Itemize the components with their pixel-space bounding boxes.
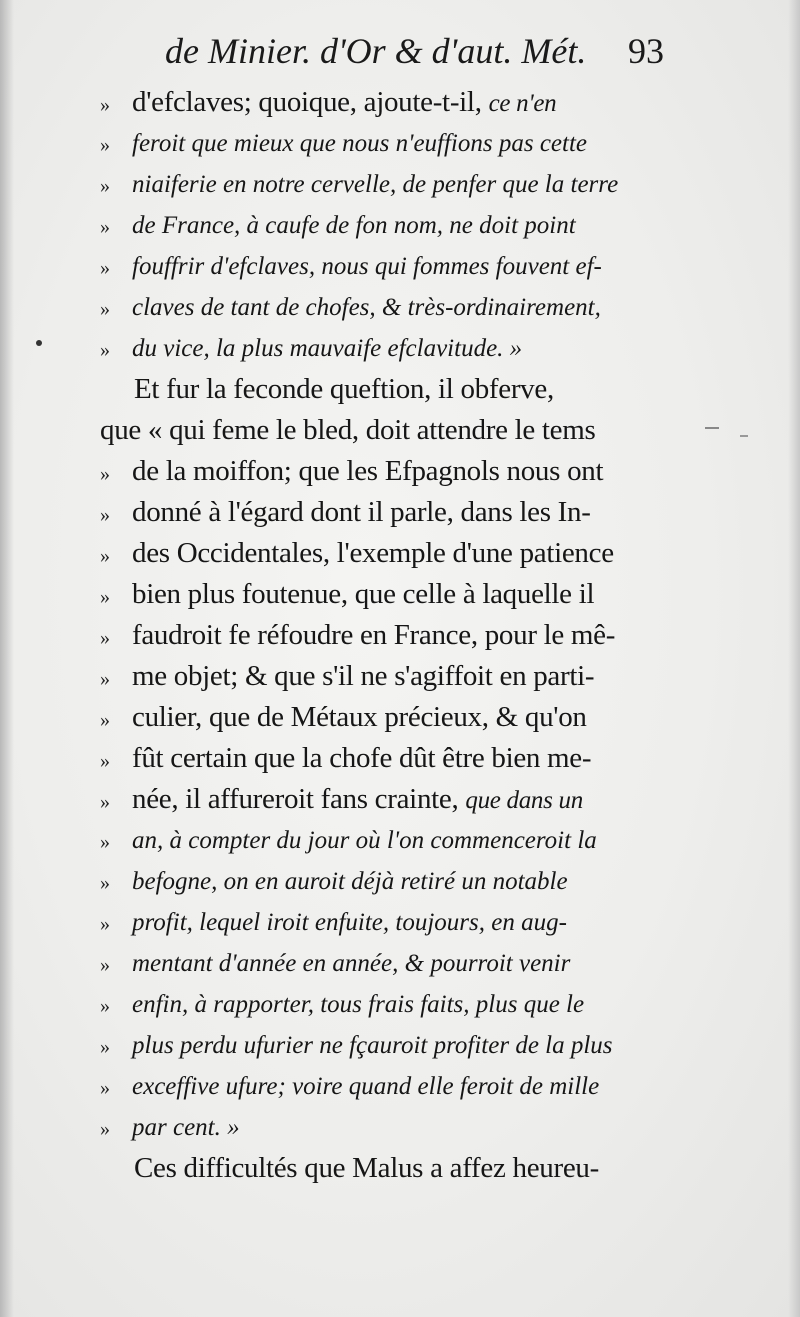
quote-mark: » <box>100 298 110 320</box>
line-text: exceffive ufure; voire quand elle feroit de mille <box>132 1073 600 1100</box>
line-text: feroit que mieux que nous n'euffions pas cette <box>132 130 588 157</box>
line-text: claves de tant de chofes, & très-ordinairement, <box>132 294 601 321</box>
line-text: me objet; & que s'il ne s'agiffoit en parti- <box>132 660 595 692</box>
line-text: faudroit fe réfoudre en France, pour le mê- <box>132 619 616 651</box>
text-line <box>100 943 700 984</box>
text-line <box>100 861 700 902</box>
line-text-italic: que dans un <box>465 787 583 814</box>
quote-mark: » <box>100 668 110 690</box>
text-line <box>100 1025 700 1066</box>
quote-mark: » <box>100 913 110 935</box>
text-line <box>100 615 700 656</box>
text-line <box>100 738 700 779</box>
line-text: Et fur la feconde queftion, il obferve, <box>134 373 554 405</box>
line-text: fouffrir d'efclaves, nous qui fommes fouvent ef- <box>132 253 602 280</box>
quote-mark: » <box>100 175 110 197</box>
quote-mark: » <box>100 134 110 156</box>
quote-mark: » <box>100 463 110 485</box>
line-text: befogne, on en auroit déjà retiré un notable <box>132 868 568 895</box>
line-text-italic: ce n'en <box>488 90 557 117</box>
line-text: mentant d'année en année, & pourroit venir <box>132 950 571 977</box>
line-text: de la moiffon; que les Efpagnols nous ont <box>132 455 604 487</box>
text-line <box>100 1107 700 1148</box>
quote-mark: » <box>100 216 110 238</box>
quote-mark: » <box>100 995 110 1017</box>
line-text: fût certain que la chofe dût être bien me- <box>132 742 592 774</box>
margin-tick-mark <box>705 427 719 429</box>
quote-mark: » <box>100 709 110 731</box>
quote-mark: » <box>100 954 110 976</box>
line-text: des Occidentales, l'exemple d'une patience <box>132 537 614 569</box>
line-text: que « qui feme le bled, doit attendre le tems <box>100 414 596 446</box>
line-text: par cent. » <box>132 1114 240 1141</box>
text-line <box>100 1148 700 1189</box>
line-text: culier, que de Métaux précieux, & qu'on <box>132 701 587 733</box>
line-text: donné à l'égard dont il parle, dans les In- <box>132 496 591 528</box>
line-text: née, il affureroit fans crainte, <box>132 783 466 815</box>
text-line <box>100 123 700 164</box>
quote-mark: » <box>100 1036 110 1058</box>
quote-mark: » <box>100 1118 110 1140</box>
quote-mark: » <box>100 586 110 608</box>
line-text: profit, lequel iroit enfuite, toujours, en aug- <box>132 909 567 936</box>
text-line <box>100 656 700 697</box>
text-line <box>100 82 700 123</box>
quote-mark: » <box>100 750 110 772</box>
line-text: niaiferie en notre cervelle, de penfer que la terre <box>132 171 619 198</box>
text-line <box>100 164 700 205</box>
line-text: bien plus foutenue, que celle à laquelle il <box>132 578 595 610</box>
quote-mark: » <box>100 94 110 116</box>
quote-mark: » <box>100 791 110 813</box>
line-text: enfin, à rapporter, tous frais faits, plus que le <box>132 991 585 1018</box>
margin-dot-mark <box>36 340 42 346</box>
text-line <box>100 451 700 492</box>
text-line <box>100 328 700 369</box>
text-line <box>100 574 700 615</box>
quote-mark: » <box>100 504 110 526</box>
page-edge-shadow <box>788 0 800 1317</box>
text-line <box>100 820 700 861</box>
text-line <box>100 533 700 574</box>
text-line <box>100 205 700 246</box>
line-text: an, à compter du jour où l'on commenceroit la <box>132 827 597 854</box>
quote-mark: » <box>100 872 110 894</box>
running-title: de Minier. d'Or & d'aut. Mét. <box>165 31 587 71</box>
text-line <box>100 410 700 451</box>
text-line <box>100 1066 700 1107</box>
quote-mark: » <box>100 1077 110 1099</box>
body-text <box>100 82 700 1189</box>
text-line <box>100 492 700 533</box>
quote-mark: » <box>100 627 110 649</box>
line-text: d'efclaves; quoique, ajoute-t-il, <box>132 86 489 118</box>
line-text: Ces difficultés que Malus a affez heureu- <box>134 1152 599 1184</box>
quote-mark: » <box>100 257 110 279</box>
line-text: plus perdu ufurier ne fçauroit profiter de la plus <box>132 1032 613 1059</box>
quote-mark: » <box>100 545 110 567</box>
quote-mark: » <box>100 831 110 853</box>
quote-mark: » <box>100 339 110 361</box>
margin-tick-mark <box>740 435 748 437</box>
text-line <box>100 779 700 820</box>
line-text: de France, à caufe de fon nom, ne doit point <box>132 212 576 239</box>
line-text: du vice, la plus mauvaife efclavitude. » <box>132 335 523 362</box>
text-line <box>100 246 700 287</box>
text-line <box>100 697 700 738</box>
page-number: 93 <box>628 31 664 71</box>
text-line <box>100 902 700 943</box>
text-line <box>100 984 700 1025</box>
text-line <box>100 287 700 328</box>
gutter-shadow <box>0 0 14 1317</box>
text-line <box>100 369 700 410</box>
